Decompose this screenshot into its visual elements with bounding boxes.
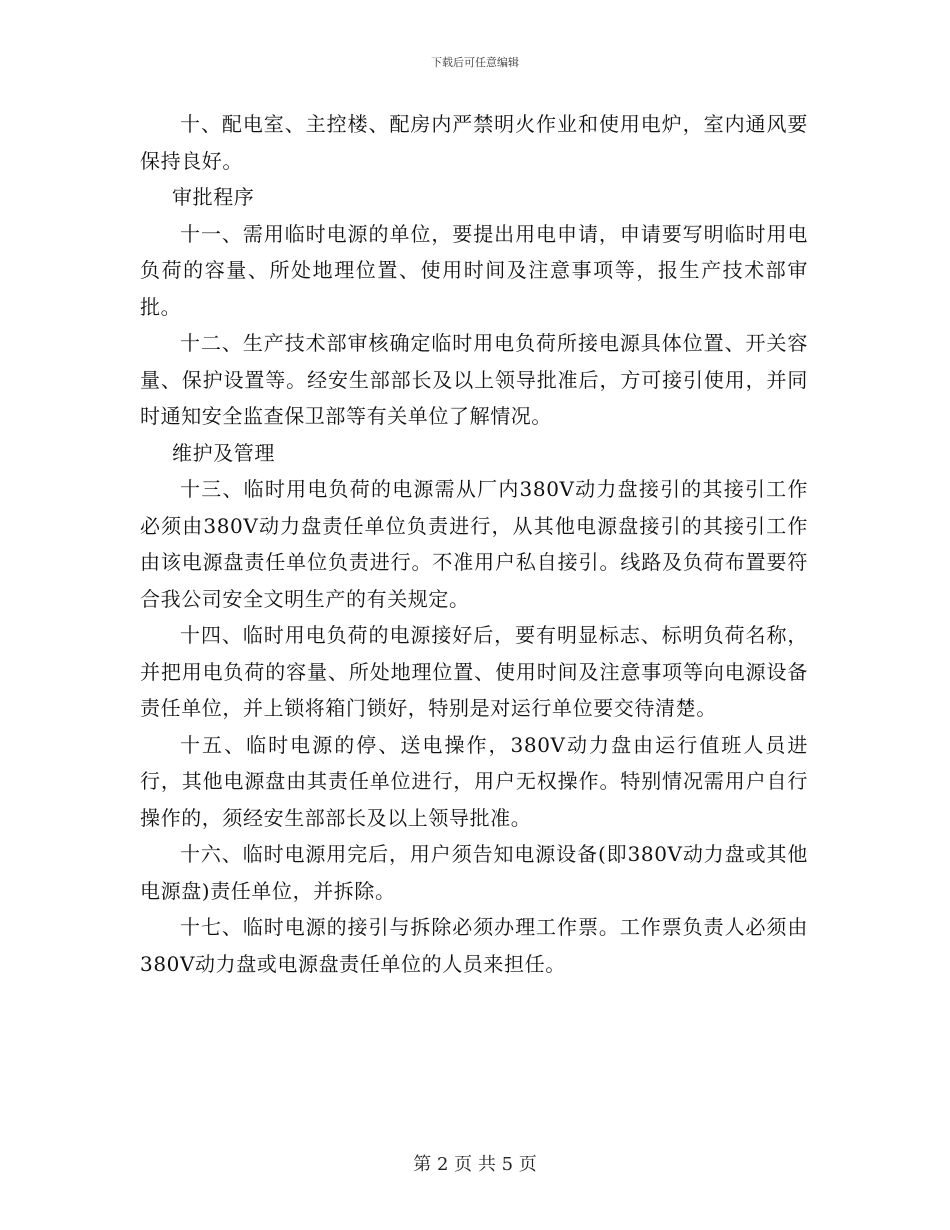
page-footer: 第 2 页 共 5 页 xyxy=(413,1154,537,1175)
paragraph-15: 十五、临时电源的停、送电操作，380V动力盘由运行值班人员进行，其他电源盘由其责任单位进行，用户无权操作。特别情况需用户自行操作的，须经安生部部长及以上领导批准。 xyxy=(140,732,808,830)
paragraph-12: 十二、生产技术部审核确定临时用电负荷所接电源具体位置、开关容量、保护设置等。经安生部部长及以上领导批准后，方可接引使用，并同时通知安全监查保卫部等有关单位了解情况。 xyxy=(140,331,808,428)
document-body xyxy=(140,106,808,982)
paragraph-10: 十、配电室、主控楼、配房内严禁明火作业和使用电炉，室内通风要保持良好。 xyxy=(140,112,808,173)
section-heading-approval: 审批程序 xyxy=(172,185,255,209)
paragraph-17: 十七、临时电源的接引与拆除必须办理工作票。工作票负责人必须由380V动力盘或电源盘责任单位的人员来担任。 xyxy=(140,915,808,976)
paragraph-14: 十四、临时用电负荷的电源接好后，要有明显标志、标明负荷名称，并把用电负荷的容量、所处地理位置、使用时间及注意事项等向电源设备责任单位，并上锁将箱门锁好，特别是对运行单位要交待清楚。 xyxy=(140,623,808,720)
paragraph-11: 十一、需用临时电源的单位，要提出用电申请，申请要写明临时用电负荷的容量、所处地理位置、使用时间及注意事项等，报生产技术部审批。 xyxy=(140,221,808,319)
paragraph-13: 十三、临时用电负荷的电源需从厂内380V动力盘接引的其接引工作必须由380V动力盘责任单位负责进行，从其他电源盘接引的其接引工作由该电源盘责任单位负责进行。不准用户私自接引。线路及负荷布置要符合我公司安全文明生产的有关规定。 xyxy=(140,477,808,611)
header-note: 下载后可任意编辑 xyxy=(431,56,519,69)
paragraph-16: 十六、临时电源用完后，用户须告知电源设备(即380V动力盘或其他电源盘)责任单位，并拆除。 xyxy=(140,842,808,903)
section-heading-maintenance: 维护及管理 xyxy=(172,440,275,465)
